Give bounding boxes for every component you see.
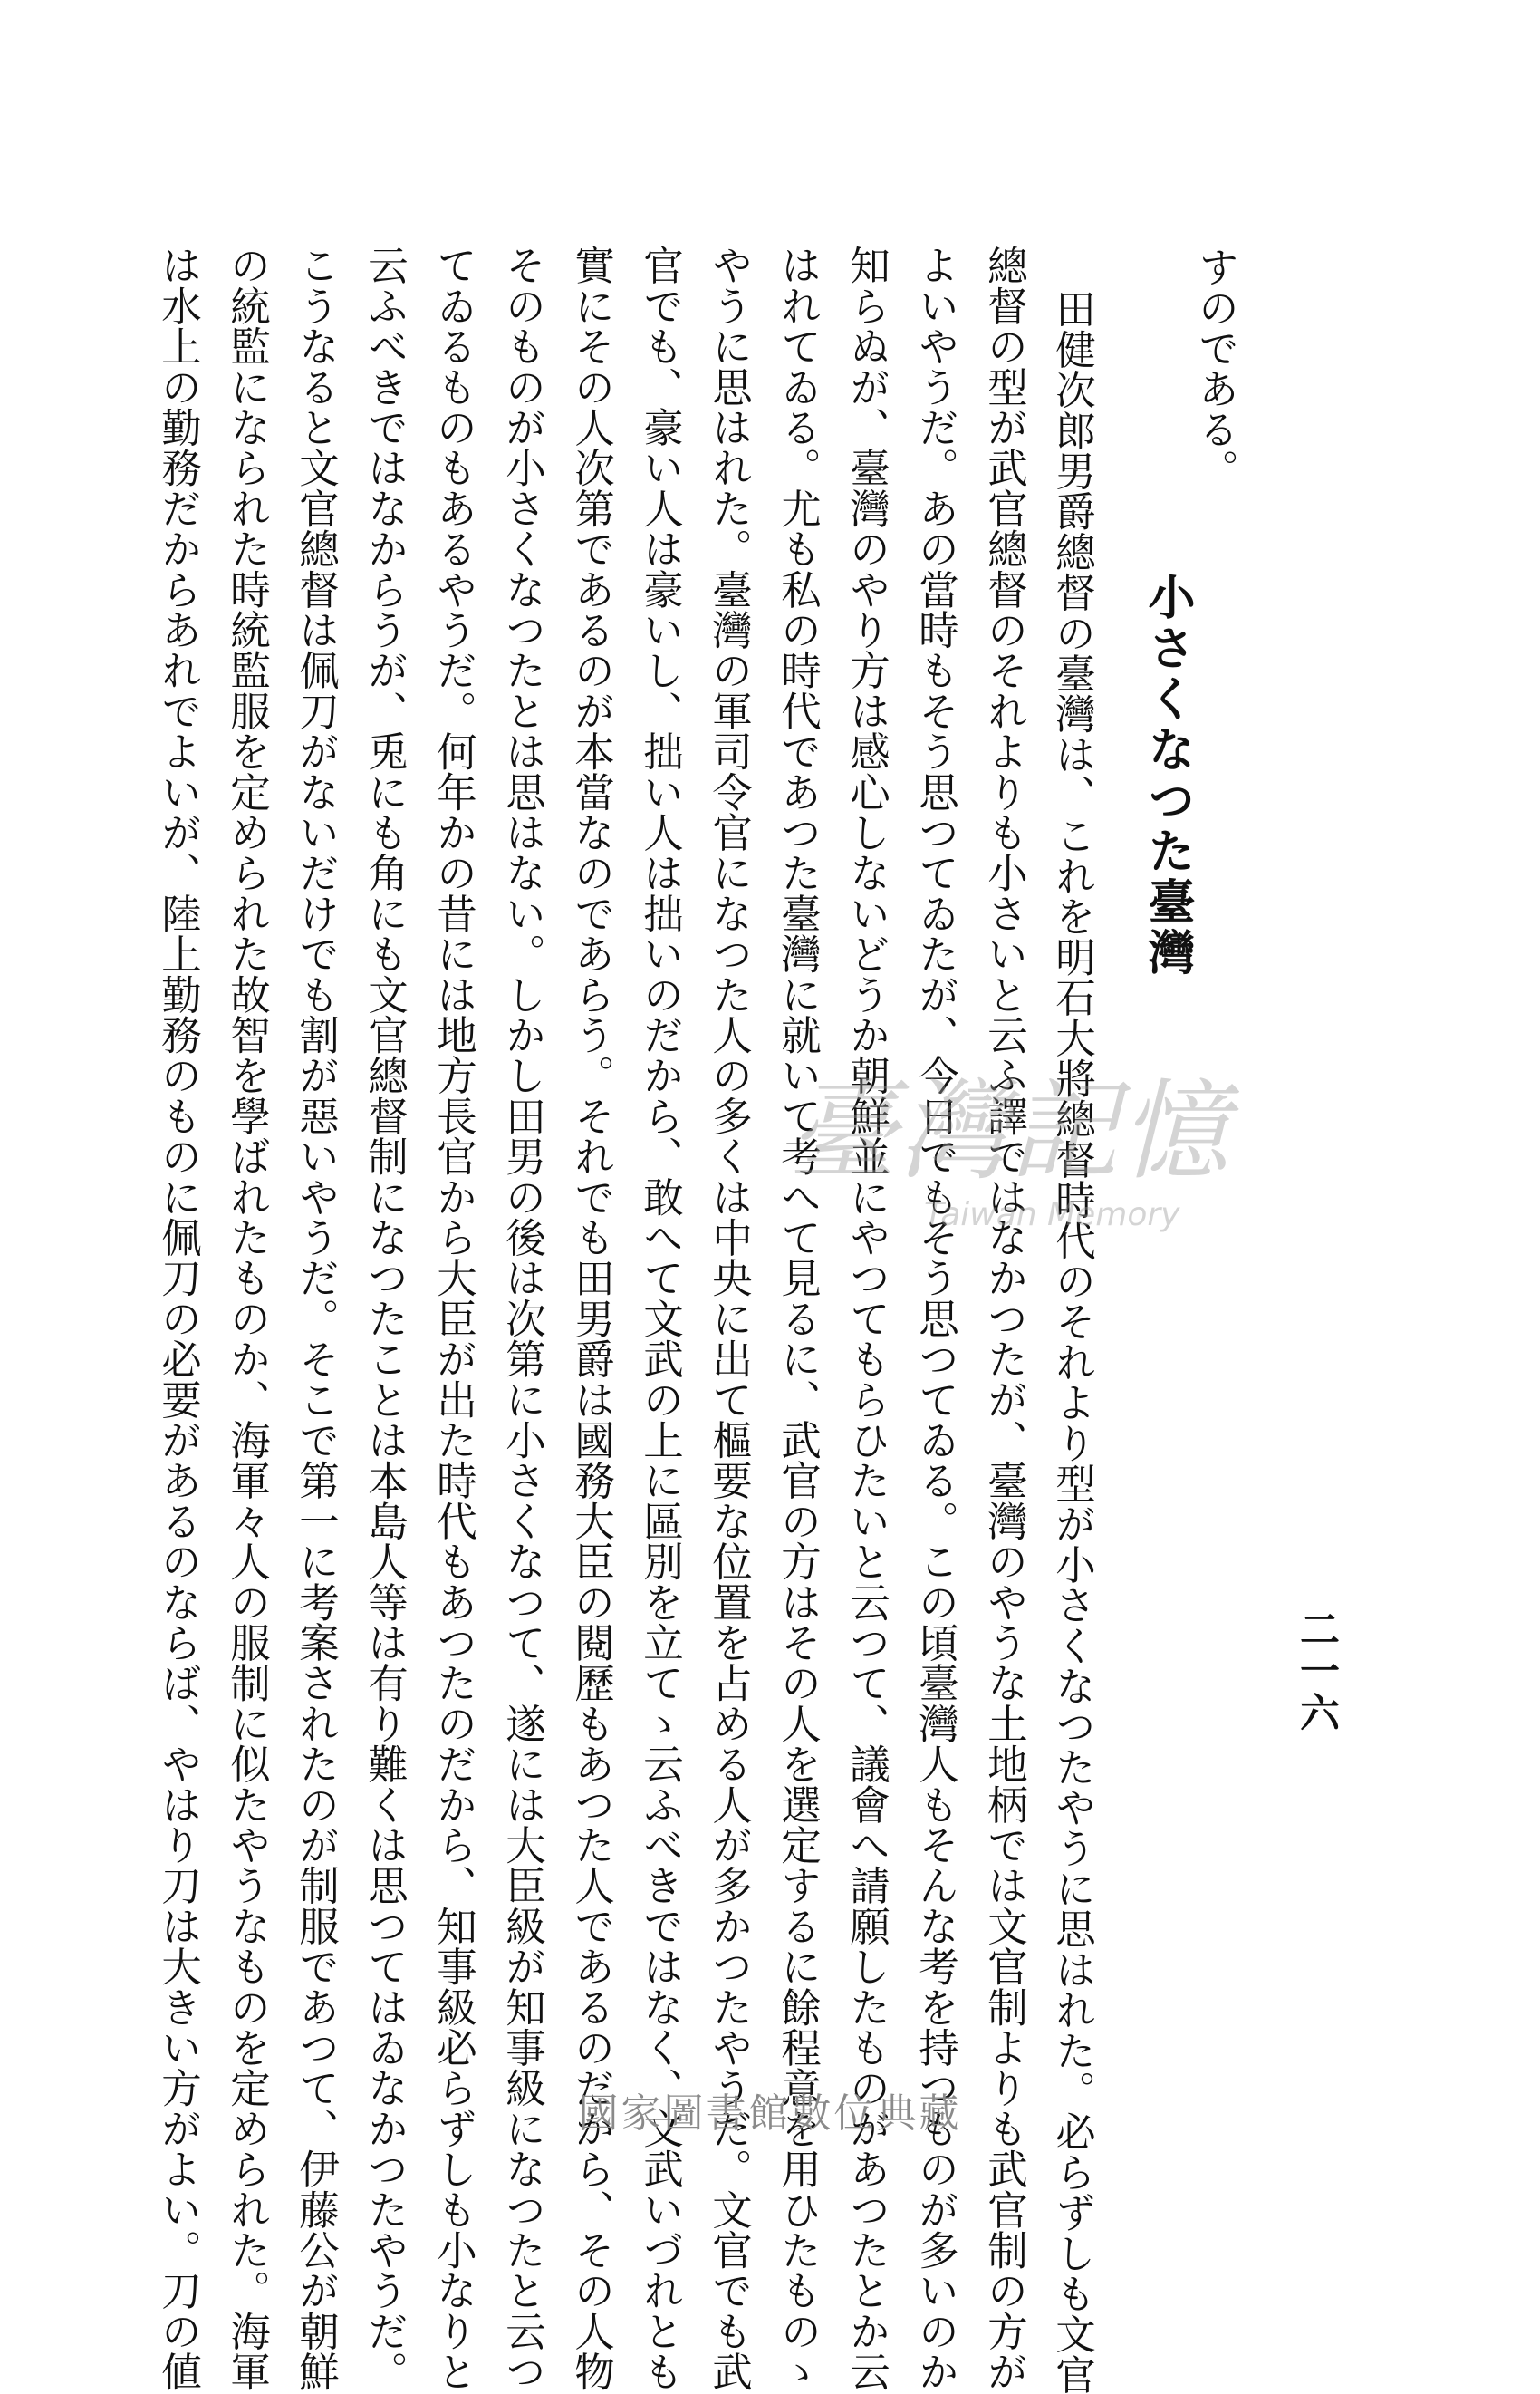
text-column-10: そのものが小さくなつたとは思はない。しかし田男の後は次第に小さくなつて、遂には大臣級が知事級になつたと云つ [498, 245, 545, 2392]
watermark-subtext: Taiwan Memory [924, 1196, 1180, 1233]
text-column-6: はれてゐる。尤も私の時代であつた臺灣に就いて考へて見るに、武官の方はその人を選定するに餘程意を用ひたものゝ [774, 245, 821, 2392]
watermark-glyphs: 臺灣記憶 [788, 1069, 1230, 1195]
text-column-2: 田健次郎男爵總督の臺灣は、これを明石大將總督時代のそれより型が小さくなつたやうに思はれた。必らずしも文官 [1048, 288, 1095, 2394]
text-column-7: やうに思はれた。臺灣の軍司令官になつた人の多くは中央に出て樞要な位置を占める人が多かつたやうだ。文官でも武 [705, 245, 752, 2392]
text-column-4: よいやうだ。あの當時もそう思つてゐたが、今日でもそう思つてゐる。この頃臺灣人もそんな考を持つものが多いのか [911, 245, 958, 2392]
text-column-13: こうなると文官總督は佩刀がないだけでも割が惡いやうだ。そこで第一に考案されたのが制服であつて、伊藤公が朝鮮 [292, 245, 339, 2392]
page-number: 二一六 [1293, 1608, 1339, 1733]
text-column-5: 知らぬが、臺灣のやり方は感心しないどうか朝鮮並にやつてもらひたいと云つて、議會へ請願したものがあつたとか云 [842, 245, 890, 2392]
text-column-1: すのである。 [1191, 246, 1238, 490]
text-column-14: の統監になられた時統監服を定められた故智を學ばれたものか、海軍々人の服制に似たやうなものを定められた。海軍 [223, 245, 270, 2392]
library-credit: 國家圖書館數位典藏 [578, 2090, 962, 2137]
text-column-12: 云ふべきではなからうが、兎にも角にも文官總督制になつたことは本島人等は有り難くは思つてはゐなかつたやうだ。 [361, 245, 408, 2392]
text-column-15: は水上の勤務だからあれでよいが、陸上勤務のものに佩刀の必要があるのならば、やはり刀は大きい方がよい。刀の値 [154, 245, 201, 2392]
text-column-3: 總督の型が武官總督のそれよりも小さいと云ふ譯ではなかつたが、臺灣のやうな土地柄では文官制よりも武官制の方が [980, 245, 1027, 2392]
text-column-8: 官でも、豪い人は豪いし、拙い人は拙いのだから、敢へて文武の上に區別を立てゝ云ふべきではなく、文武いづれとも [636, 245, 683, 2392]
text-column-11: てゐるものもあるやうだ。何年かの昔には地方長官から大臣が出た時代もあつたのだから、知事級必らずしも小なりと [429, 245, 476, 2392]
section-heading: 小さくなつた臺灣 [1140, 573, 1195, 979]
taiwan-memory-watermark [788, 1069, 1259, 1260]
text-column-9: 實にその人次第であるのが本當なのであらう。それでも田男爵は國務大臣の閱歷もあつた人であるのだから、その人物 [567, 245, 614, 2392]
